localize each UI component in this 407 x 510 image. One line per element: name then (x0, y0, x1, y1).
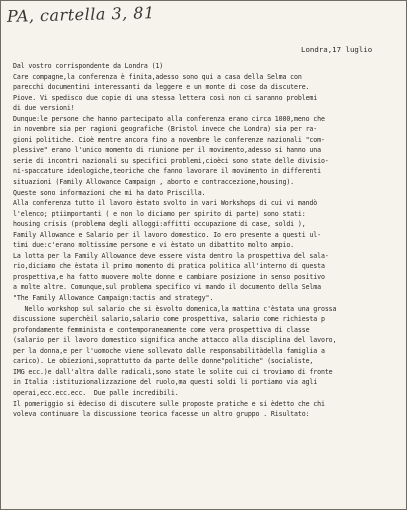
handwritten-archive-note: PA, cartella 3, 81 (6, 3, 155, 26)
letter-line: Il pomeriggio si èdeciso di discutere sulle proposte pratiche e si èdetto che chi (13, 399, 325, 408)
letter-line: in Italia :istituzionalizzazione del ruolo,ma questi soldi li portiamo via agli (13, 378, 318, 387)
letter-line: serie di incontri nazionali su specifici problemi,cioèci sono state delle divisio- (13, 156, 329, 165)
letter-line: discussione superchèil salario,salario come prospettiva, salario come richiesta p (13, 315, 325, 324)
letter-line: rio,diciamo che èstata il primo momento di pratica politica all'interno di questa (13, 262, 325, 271)
letter-line: parecchi documentini interessanti da leggere e un monte di cose da discutere. (13, 83, 310, 92)
letter-line: carico). Le obiezioni,soprattutto da parte delle donne"politiche" (socialiste, (13, 357, 314, 366)
dateline: Londra,17 luglio (301, 45, 373, 54)
letter-line: voleva continuare la discussione teorica facesse un altro gruppo . Risultato: (13, 410, 310, 419)
letter-line: Queste sono informazioni che mi ha dato Priscilla. (13, 188, 206, 197)
letter-line: (salario per il lavoro domestico significa anche attacco alla disciplina del lavoro, (13, 336, 337, 345)
letter-line: in novembre sia per ragioni geografiche (Bristol invece che Londra) sia per ra- (13, 125, 318, 134)
letter-line: Family Allowance e Salario per il lavoro domestico. Io ero presente a questi ul- (13, 230, 321, 239)
letter-line: ni-spaccature ideologiche,teoriche che fanno lavorare il movimento in differenti (13, 167, 321, 176)
letter-line: housing crisis (problema degli alloggi:affitti occupazione di case, soldi ), (13, 220, 306, 229)
letter-line: Nello workshop sul salario che si èsvolto domenica,la mattina c'èstata una grossa (13, 304, 337, 313)
letter-line: Alla conferenza tutto il lavoro èstato svolto in vari Workshops di cui vi mandò (13, 199, 318, 208)
letter-line: La lotta per la Family Allowance deve essere vista dentro la prospettiva del sala- (13, 251, 329, 260)
letter-body (13, 61, 398, 420)
letter-line: Dal vostro corrispondente da Londra (1) (13, 62, 164, 70)
letter-line: Care compagne,la conferenza è finita,adesso sono qui a casa della Selma con (13, 72, 302, 81)
letter-line: operai,ecc.ecc.ecc. Due palle incredibili. (13, 388, 179, 397)
letter-line: situazioni (Family Allowance Campaign , aborto e contraccezione,housing). (13, 178, 295, 187)
letter-line: profondamente femminista e contemporaneamente come vera prospettiva di classe (13, 325, 310, 334)
letter-line: Piove. Vi spedisco due copie di una stessa lettera così non ci saranno problemi (13, 93, 318, 102)
letter-line: gioni politiche. Cioè mentre ancora fino a novembre le conferenze nazionali "com- (13, 135, 325, 144)
letter-line: "The Family Allowance Campaign:tactis and strategy". (13, 294, 214, 303)
letter-line: Dunque:le persone che hanno partecipato alla conferenza erano circa 1000,meno che (13, 114, 325, 123)
letter-line: a molte altre. Comunque,sul problema specifico vi mando il documento della Selma (13, 283, 321, 292)
letter-line: IMG ecc.)e dall'altra dalle radicali,sono state le solite cui ci troviamo di fronte (13, 367, 333, 376)
letter-line: timi due:c'erano moltissime persone e vi èstato un dibattito molto ampio. (13, 241, 295, 250)
letter-line: per la donna,e per l'uomoche viene sollevato dalle responsabilitàdella famiglia a (13, 346, 325, 355)
letter-line: plessive" erano l'unico momento di riunione per il movimento,adesso si hanno una (13, 146, 321, 155)
letter-line: prospettiva,e ha fatto muovere molte donne e cambiare posizione in senso positivo (13, 272, 325, 281)
letter-line: l'elenco; ptiimportanti ( e non lo diciamo per spirito di parte) sono stati: (13, 209, 306, 218)
letter-line: di due versioni! (13, 104, 75, 113)
